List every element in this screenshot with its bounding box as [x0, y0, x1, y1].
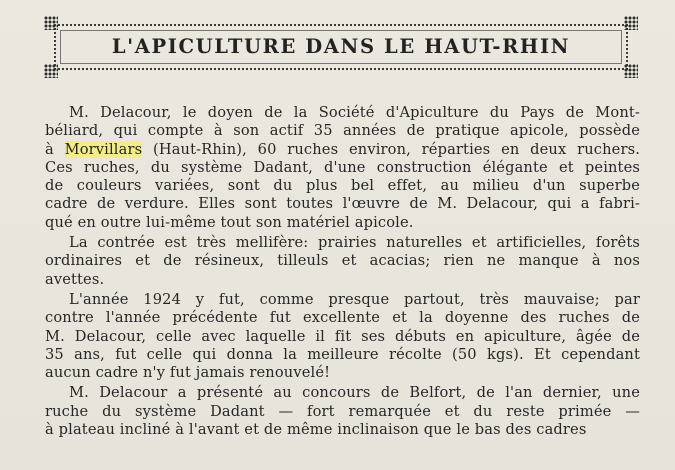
text-line: béliard, qui compte à son actif 35 années de pratique apicole, possède: [45, 122, 640, 140]
corner-ornament: [624, 16, 638, 30]
corner-ornament: [44, 16, 58, 30]
article-body: [45, 104, 640, 439]
text-segment: (Haut-Rhin), 60 ruches environ, réparties en deux ruchers.: [142, 140, 641, 158]
text-line: 35 ans, fut celle qui donna la meilleure récolte (50 kgs). Et cependant: [45, 345, 640, 363]
text-line: ordinaires et de résineux, tilleuls et acacias; rien ne manque à nos: [45, 252, 640, 270]
text-line: M. Delacour, celle avec laquelle il fit ses débuts en apiculture, âgée de: [45, 327, 640, 345]
title-frame: [44, 16, 638, 78]
text-line: L'année 1924 y fut, comme presque partout, très mauvaise; par: [69, 290, 640, 308]
text-line: ruche du système Dadant — fort remarquée et du reste primée —: [45, 402, 640, 420]
corner-ornament: [624, 64, 638, 78]
text-line: cadre de verdure. Elles sont toutes l'œuvre de M. Delacour, qui a fabri-: [45, 195, 640, 213]
text-line: M. Delacour a présenté au concours de Belfort, de l'an dernier, une: [69, 384, 640, 402]
text-line: contre l'année précédente fut excellente et la doyenne des ruches de: [45, 309, 640, 327]
text-segment: à: [45, 140, 65, 158]
text-line: La contrée est très mellifère: prairies naturelles et artificielles, forêts: [69, 234, 640, 252]
paragraph: [45, 291, 640, 382]
paragraph: [45, 234, 640, 289]
text-line: de couleurs variées, sont du plus bel effet, au milieu d'un superbe: [45, 177, 640, 195]
text-line: Ces ruches, du système Dadant, d'une construction élégante et peintes: [45, 158, 640, 176]
text-line: aucun cadre n'y fut jamais renouvelé!: [45, 364, 331, 382]
article-title: L'APICULTURE DANS LE HAUT-RHIN: [111, 35, 571, 58]
paragraph: [45, 104, 640, 232]
paragraph: [45, 384, 640, 439]
text-line: [45, 141, 640, 159]
text-line: avettes.: [45, 270, 105, 288]
text-line: à plateau incliné à l'avant et de même inclinaison que le bas des cadres: [45, 421, 587, 439]
highlighted-place-name: Morvillars: [64, 140, 143, 158]
corner-ornament: [44, 64, 58, 78]
text-line: M. Delacour, le doyen de la Société d'Apiculture du Pays de Mont-: [69, 104, 640, 121]
text-line: qué en outre lui-même tout son matériel apicole.: [45, 213, 414, 231]
